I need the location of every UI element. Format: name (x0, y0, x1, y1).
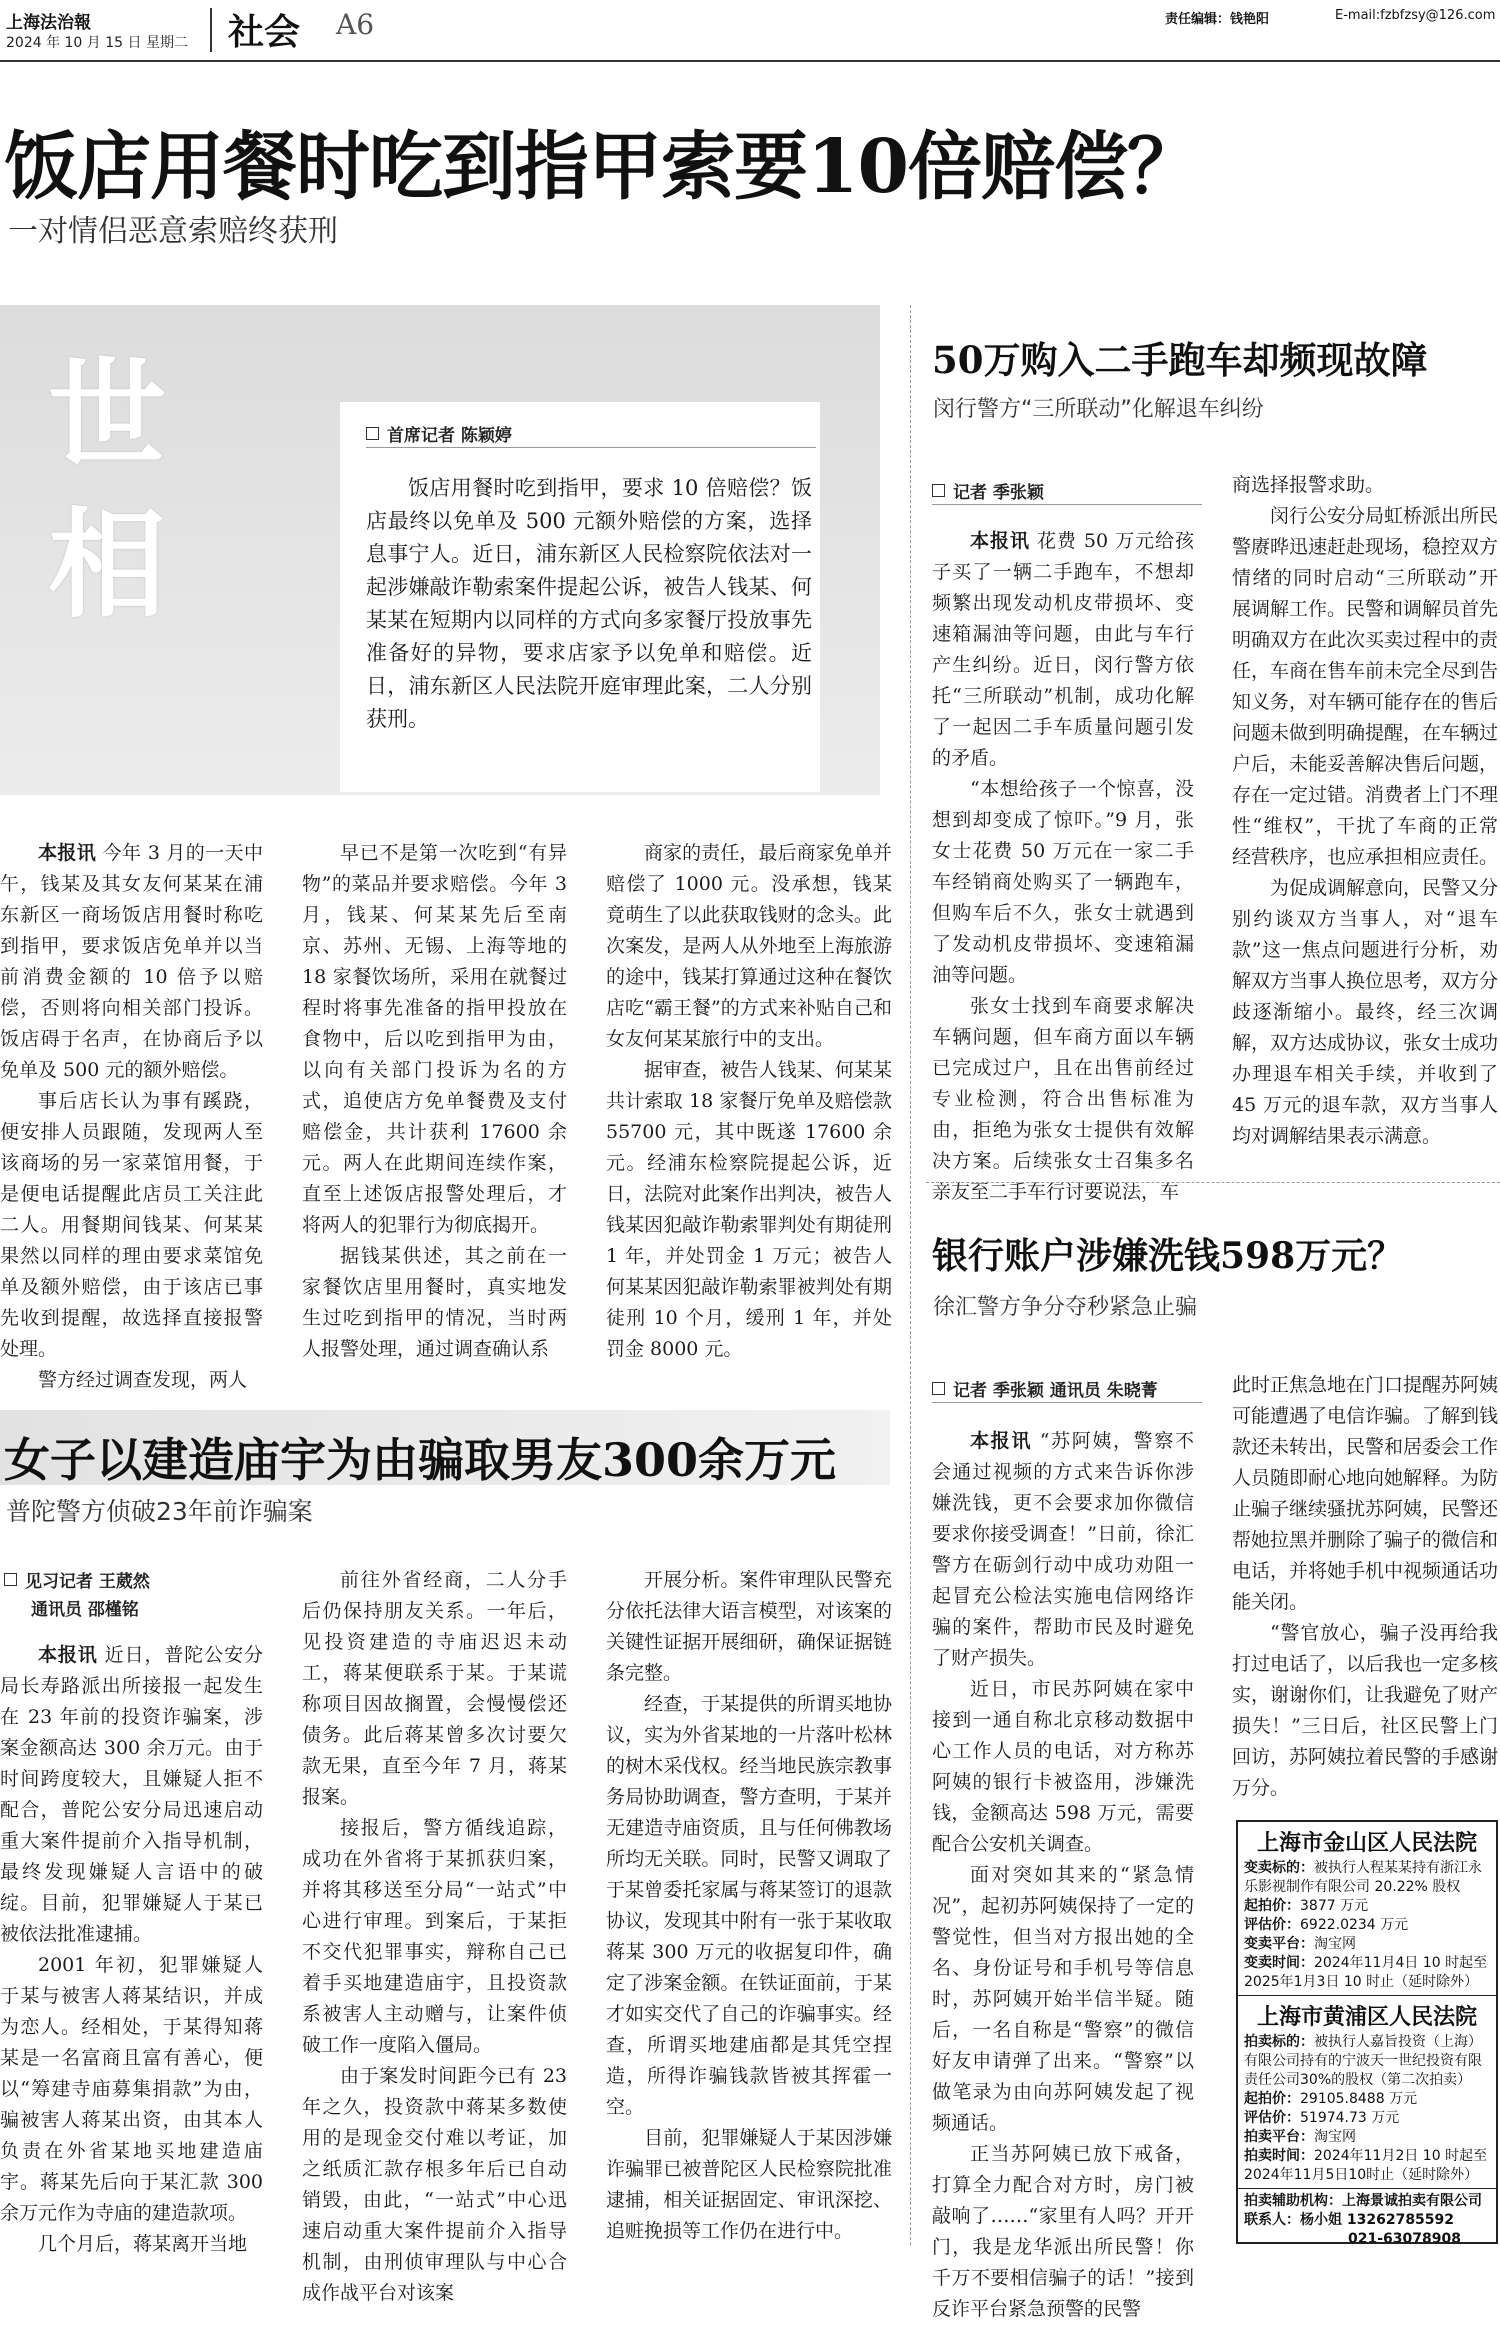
auction-agency-value: 上海景诚拍卖有限公司 (1342, 2193, 1482, 2209)
story2-byline-2-text: 通讯员 邵槿铭 (31, 1600, 139, 1620)
notice-label: 评估价： (1244, 1917, 1300, 1933)
article-paragraph (606, 1689, 892, 2123)
story2-headline: 女子以建造庙宇为由骗取男友300余万元 (4, 1433, 837, 1487)
editor-credit: 责任编辑：钱艳阳 (1165, 12, 1270, 27)
article-paragraph (932, 991, 1194, 1208)
lead-headline: 饭店用餐时吃到指甲索要10倍赔偿？ (4, 124, 1200, 210)
column-logo (30, 320, 190, 650)
story3-byline-rule (932, 504, 1202, 505)
notice-line (1238, 2090, 1496, 2109)
notice-label: 起拍价： (1244, 1898, 1300, 1914)
notice-label: 变卖时间： (1244, 1955, 1314, 1971)
notice-line (1238, 2128, 1496, 2147)
article-paragraph (0, 838, 263, 1086)
story4-byline-rule (932, 1402, 1202, 1403)
paragraph-text: 商家的责任，最后商家免单并赔偿了 1000 元。没承想，钱某竟萌生了以此获取钱财的念头。此次案发，是两人从外地至上海旅游的途中，钱某打算通过这种在餐饮店吃“霸王餐”的方式来补贴自己和女友何某某旅行中的支出。 (606, 842, 892, 1050)
paragraph-text: 几个月后，蒋某离开当地 (38, 2233, 248, 2255)
dateline-tag: 本报讯 (970, 530, 1030, 552)
notice-line (1238, 2147, 1496, 2185)
lead-intro-paragraph: 饭店用餐时吃到指甲，要求 10 倍赔偿？饭店最终以免单及 500 元额外赔偿的方案，选择息事宁人。近日，浦东新区人民检察院依法对一起涉嫌敲诈勒索案件提起公诉，被告人钱某、何某某在短期内以同样的方式向多家餐厅投放事先准备好的异物，要求店家予以免单和赔偿。近日，浦东新区人民法院开庭审理此案，二人分别获刑。 (366, 476, 812, 731)
notice-divider (1238, 1995, 1496, 1996)
huangpu-court-title: 上海市黄浦区人民法院 (1256, 2005, 1477, 2030)
lead-col-2 (302, 838, 567, 1365)
byline-box-icon (932, 484, 945, 497)
story4-headline: 银行账户涉嫌洗钱598万元？ (932, 1235, 1404, 1277)
issue-date: 2024 年 10 月 15 日 星期二 (6, 35, 188, 51)
article-paragraph (932, 1674, 1194, 1860)
page-column-divider (910, 305, 911, 2245)
story2-subheadline: 普陀警方侦破23年前诈骗案 (6, 1497, 313, 1526)
notice-label: 起拍价： (1244, 2091, 1300, 2107)
notice-line (1238, 1897, 1496, 1916)
dateline-tag: 本报讯 (38, 1644, 98, 1666)
story3-col-1 (932, 526, 1194, 1208)
lead-col-3 (606, 838, 892, 1365)
article-paragraph (0, 1365, 263, 1396)
notice-value: 淘宝网 (1314, 2129, 1356, 2145)
paragraph-text: 事后店长认为事有蹊跷，便安排人员跟随，发现两人至该商场的另一家菜馆用餐，于是便电话提醒此店员工关注此二人。用餐期间钱某、何某某果然以同样的理由要求菜馆免单及额外赔偿，由于该店已事先收到提醒，故选择直接报警处理。 (0, 1090, 263, 1360)
lead-subheadline: 一对情侣恶意索赔终获刑 (8, 214, 338, 249)
notice-label: 拍卖平台： (1244, 2129, 1314, 2145)
paragraph-text: 由于案发时间距今已有 23 年之久，投资款中蒋某多数使用的是现金交付难以考证，加之纸质汇款存根多年后已自动销毁，由此，“一站式”中心迅速启动重大案件提前介入指导机制，由刑侦审理队与中心合成作战平台对该案 (302, 2065, 567, 2304)
byline-box-icon (366, 427, 379, 440)
notice-value: 被执行人程某某持有浙江永乐影视制作有限公司 20.22% 股权 (1244, 1860, 1482, 1895)
article-paragraph (932, 1426, 1194, 1674)
notice-value: 3877 万元 (1300, 1898, 1369, 1914)
huangpu-notice-lines (1238, 2033, 1496, 2185)
notice-line (1238, 1916, 1496, 1935)
masthead-rule (0, 60, 1500, 62)
article-paragraph (302, 1565, 567, 1813)
auction-contact-label: 联系人： (1244, 2212, 1300, 2228)
article-paragraph (0, 1086, 263, 1365)
paragraph-text: 正当苏阿姨已放下戒备，打算全力配合对方时，房门被敲响了……“家里有人吗？开开门，我是龙华派出所民警！你千万不要相信骗子的话！”接到反诈平台紧急预警的民警 (932, 2143, 1194, 2320)
article-paragraph (302, 1813, 567, 2061)
article-paragraph (0, 1950, 263, 2229)
article-paragraph (932, 1860, 1194, 2139)
paragraph-text: 闵行公安分局虹桥派出所民警赓晔迅速赶赴现场，稳控双方情绪的同时启动“三所联动”开展调解工作。民警和调解员首先明确双方在此次买卖过程中的责任，车商在售车前未完全尽到告知义务，对车辆可能存在的售后问题未做到明确提醒，在车辆过户后，未能妥善解决售后问题，存在一定过错。消费者上门不理性“维权”，干扰了车商的正常经营秩序，也应承担相应责任。 (1232, 505, 1499, 868)
paragraph-text: 据审查，被告人钱某、何某某共计索取 18 家餐厅免单及赔偿款 55700 元，其中既遂 17600 余元。经浦东检察院提起公诉，近日，法院对此案作出判决，被告人钱某因犯敲诈勒索罪判处有期徒刑 1 年，并处罚金 1 万元；被告人何某某因犯敲诈勒索罪被判处有期徒刑 10 个月，缓刑 1 年，并处罚金 8000 元。 (606, 1059, 892, 1360)
byline-box-icon (932, 1382, 945, 1395)
paragraph-text: 为促成调解意向，民警又分别约谈双方当事人，对“退车款”这一焦点问题进行分析，劝解双方当事人换位思考，双方分歧逐渐缩小。最终，经三次调解，双方达成协议，张女士成功办理退车相关手续，并收到了 45 万元的退车款，双方当事人均对调解结果表示满意。 (1232, 877, 1499, 1147)
notice-label: 拍卖时间： (1244, 2148, 1314, 2164)
article-paragraph (1232, 873, 1498, 1152)
notice-divider (1238, 2188, 1496, 2189)
paragraph-text: “警官放心，骗子没再给我打过电话了，以后我也一定多核实，谢谢你们，让我避免了财产损失！”三日后，社区民警上门回访，苏阿姨拉着民警的手感谢万分。 (1232, 1622, 1499, 1799)
jinshan-notice-lines (1238, 1859, 1496, 1992)
lead-byline-rule (366, 447, 816, 448)
story4-col-1 (932, 1426, 1194, 2325)
notice-value: 2024年11月4日 10 时起至 2025年1月3日 10 时止（延时除外） (1244, 1955, 1488, 1990)
story2-byline-1-text: 见习记者 王葳然 (25, 1572, 150, 1592)
article-paragraph (606, 838, 892, 1055)
auction-phone-value: 021-63078908 (1348, 2231, 1461, 2244)
notice-value: 6922.0234 万元 (1300, 1917, 1409, 1933)
lead-col-1 (0, 838, 263, 1396)
paragraph-text: 花费 50 万元给孩子买了一辆二手跑车，不想却频繁出现发动机皮带损坏、变速箱漏油等问题，由此与车行产生纠纷。近日，闵行警方依托“三所联动”机制，成功化解了一起因二手车质量问题引发的矛盾。 (932, 530, 1194, 769)
notice-line (1238, 1935, 1496, 1954)
notice-label: 变卖平台： (1244, 1936, 1314, 1952)
paragraph-text: “苏阿姨，警察不会通过视频的方式来告诉你涉嫌洗钱，更不会要求加你微信要求你接受调查！”日前，徐汇警方在砺剑行动中成功劝阻一起冒充公检法实施电信网络诈骗的案件，帮助市民及时避免了财产损失。 (932, 1430, 1194, 1669)
notice-line (1238, 1859, 1496, 1897)
article-paragraph (932, 2139, 1194, 2325)
jinshan-court-title: 上海市金山区人民法院 (1256, 1831, 1477, 1856)
story2-col-1 (0, 1640, 263, 2260)
paragraph-text: 开展分析。案件审理队民警充分依托法律大语言模型，对该案的关键性证据开展细研，确保证据链条完整。 (606, 1569, 892, 1684)
paragraph-text: 据钱某供述，其之前在一家餐饮店里用餐时，真实地发生过吃到指甲的情况，当时两人报警处理，通过调查确认系 (302, 1245, 567, 1360)
byline-box-icon (4, 1573, 17, 1586)
story3-subheadline: 闵行警方“三所联动”化解退车纠纷 (933, 397, 1264, 422)
column-logo-char-1: 世 (48, 345, 167, 484)
lead-intro-text (366, 472, 812, 736)
paragraph-text: 警方经过调查发现，两人 (38, 1369, 248, 1391)
notice-value: 2024年11月2日 10 时起至 2024年11月5日10时止（延时除外） (1244, 2148, 1488, 2183)
story2-col-3 (606, 1565, 892, 2247)
story3-end-rule (926, 1182, 1500, 1183)
notice-label: 拍卖标的： (1244, 2034, 1314, 2050)
story3-byline-text: 记者 季张颖 (953, 483, 1044, 503)
masthead-divider (210, 8, 212, 52)
auction-agency (1238, 2192, 1496, 2211)
paragraph-text: 商选择报警求助。 (1232, 474, 1385, 496)
lead-byline (366, 421, 512, 446)
auction-phone (1238, 2230, 1496, 2244)
story3-headline: 50万购入二手跑车却频现故障 (932, 338, 1428, 382)
article-paragraph (932, 526, 1194, 774)
article-paragraph (932, 774, 1194, 991)
article-paragraph (606, 1565, 892, 1689)
notice-value: 51974.73 万元 (1300, 2110, 1400, 2126)
notice-value: 淘宝网 (1314, 1936, 1356, 1952)
paragraph-text: 近日，普陀公安分局长寿路派出所接报一起发生在 23 年前的投资诈骗案，涉案金额高达 300 余万元。由于时间跨度较大，且嫌疑人拒不配合，普陀公安分局迅速启动重大案件提前介入指导机制，最终发现嫌疑人言语中的破绽。目前，犯罪嫌疑人于某已被依法批准逮捕。 (0, 1644, 263, 1945)
paragraph-text: 近日，市民苏阿姨在家中接到一通自称北京移动数据中心工作人员的电话，对方称苏阿姨的银行卡被盗用，涉嫌洗钱，金额高达 598 万元，需要配合公安机关调查。 (932, 1678, 1194, 1855)
paragraph-text: 此时正焦急地在门口提醒苏阿姨可能遭遇了电信诈骗。了解到钱款还未转出，民警和居委会工作人员随即耐心地向她解释。为防止骗子继续骚扰苏阿姨，民警还帮她拉黑并删除了骗子的微信和电话，并将她手机中视频通话功能关闭。 (1232, 1374, 1499, 1613)
notice-value: 被执行人嘉旨投资（上海）有限公司持有的宁波天一世纪投资有限责任公司30%的股权（第二次拍卖） (1244, 2034, 1482, 2088)
article-paragraph (302, 2061, 567, 2309)
story4-col-2 (1232, 1370, 1498, 1804)
paragraph-text: 面对突如其来的“紧急情况”，起初苏阿姨保持了一定的警觉性，但当对方报出她的全名、身份证号和手机号等信息时，苏阿姨开始半信半疑。随后，一名自称是“警察”的微信好友申请弹了出来。“警察”以做笔录为由向苏阿姨发起了视频通话。 (932, 1864, 1194, 2134)
article-paragraph (0, 1640, 263, 1950)
auction-contact (1238, 2211, 1496, 2230)
lead-byline-text: 首席记者 陈颖婷 (387, 426, 512, 446)
article-paragraph (1232, 1370, 1498, 1618)
story3-col-2 (1232, 470, 1498, 1152)
article-paragraph (606, 1055, 892, 1365)
page-number: A6 (336, 8, 375, 41)
story3-byline (932, 478, 1044, 503)
story4-subheadline: 徐汇警方争分夺秒紧急止骗 (933, 1295, 1198, 1320)
column-logo-char-2: 相 (48, 495, 167, 634)
notice-value: 29105.8488 万元 (1300, 2091, 1418, 2107)
paragraph-text: 接报后，警方循线追踪，成功在外省将于某抓获归案，并将其移送至分局“一站式”中心进行审理。到案后，于某拒不交代犯罪事实，辩称自己已着手买地建造庙宇，且投资款系被害人主动赠与，让案件侦破工作一度陷入僵局。 (302, 1817, 567, 2056)
section-name: 社会 (228, 12, 301, 53)
article-paragraph (0, 2229, 263, 2260)
editor-email: E-mail:fzbfzsy@126.com (1335, 8, 1496, 23)
paper-name: 上海法治報 (6, 13, 91, 33)
notice-line (1238, 2109, 1496, 2128)
story2-byline-1 (4, 1567, 150, 1592)
paragraph-text: 早已不是第一次吃到“有异物”的菜品并要求赔偿。今年 3 月，钱某、何某某先后至南京、苏州、无锡、上海等地的 18 家餐饮场所，采用在就餐过程时将事先准备的指甲投放在食物中，后以吃到指甲为由，以向有关部门投诉为名的方式，追使店方免单餐费及支付赔偿金，共计获利 17600 余元。两人在此期间连续作案，直至上述饭店报警处理后，才将两人的犯罪行为彻底揭开。 (302, 842, 567, 1236)
auction-contact-value: 杨小姐 13262785592 (1300, 2212, 1455, 2228)
notice-label: 评估价： (1244, 2110, 1300, 2126)
story4-byline-text: 记者 季张颖 通讯员 朱晓菁 (953, 1381, 1158, 1401)
notice-line (1238, 2033, 1496, 2090)
notice-line (1238, 1954, 1496, 1992)
article-paragraph (302, 1241, 567, 1365)
story4-byline (932, 1376, 1158, 1401)
story2-byline-2 (31, 1595, 139, 1620)
story2-col-2 (302, 1565, 567, 2309)
auction-agency-label: 拍卖辅助机构： (1244, 2193, 1342, 2209)
dateline-tag: 本报讯 (38, 842, 97, 864)
article-paragraph (1232, 1618, 1498, 1804)
paragraph-text: 前往外省经商，二人分手后仍保持朋友关系。一年后，见投资建造的寺庙迟迟未动工，蒋某便联系于某。于某谎称项目因故搁置，会慢慢偿还债务。此后蒋某曾多次讨要欠款无果，直至今年 7 月，蒋某报案。 (302, 1569, 567, 1808)
dateline-tag: 本报讯 (970, 1430, 1032, 1452)
paragraph-text: 张女士找到车商要求解决车辆问题，但车商方面以车辆已完成过户，且在出售前经过专业检测，符合出售标准为由，拒绝为张女士提供有效解决方案。后续张女士召集多名亲友至二手车行讨要说法，车 (932, 995, 1194, 1203)
paragraph-text: 今年 3 月的一天中午，钱某及其女友何某某在浦东新区一商场饭店用餐时称吃到指甲，要求饭店免单并以当前消费金额的 10 倍予以赔偿，否则将向相关部门投诉。饭店碍于名声，在协商后予以免单及 500 元的额外赔偿。 (0, 842, 263, 1081)
masthead (0, 0, 1500, 60)
notice-label: 变卖标的： (1244, 1860, 1314, 1876)
article-paragraph (1232, 501, 1498, 873)
court-notice-box (1236, 1820, 1498, 2244)
paragraph-text: 目前，犯罪嫌疑人于某因涉嫌诈骗罪已被普陀区人民检察院批准逮捕，相关证据固定、审讯深挖、追赃挽损等工作仍在进行中。 (606, 2127, 892, 2242)
article-paragraph (606, 2123, 892, 2247)
paragraph-text: 2001 年初，犯罪嫌疑人于某与被害人蒋某结识，并成为恋人。经相处，于某得知蒋某是一名富商且富有善心，便以“筹建寺庙募集捐款”为由，骗被害人蒋某出资，由其本人负责在外省某地买地建造庙宇。蒋某先后向于某汇款 300 余万元作为寺庙的建造款项。 (0, 1954, 263, 2224)
paragraph-text: “本想给孩子一个惊喜，没想到却变成了惊吓。”9 月，张女士花费 50 万元在一家二手车经销商处购买了一辆跑车，但购车后不久，张女士就遇到了发动机皮带损坏、变速箱漏油等问题。 (932, 778, 1194, 986)
article-paragraph (302, 838, 567, 1241)
article-paragraph (1232, 470, 1498, 501)
paragraph-text: 经查，于某提供的所谓买地协议，实为外省某地的一片落叶松林的树木采伐权。经当地民族宗教事务局协助调查，警方查明，于某并无建造寺庙资质，且与任何佛教场所均无关联。同时，民警又调取了于某曾委托家属与蒋某签订的退款协议，发现其中附有一张于某收取蒋某 300 万元的收据复印件，确定了涉案金额。在铁证面前，于某才如实交代了自己的诈骗事实。经查，所谓买地建庙都是其凭空捏造，所得诈骗钱款皆被其挥霍一空。 (606, 1693, 892, 2118)
